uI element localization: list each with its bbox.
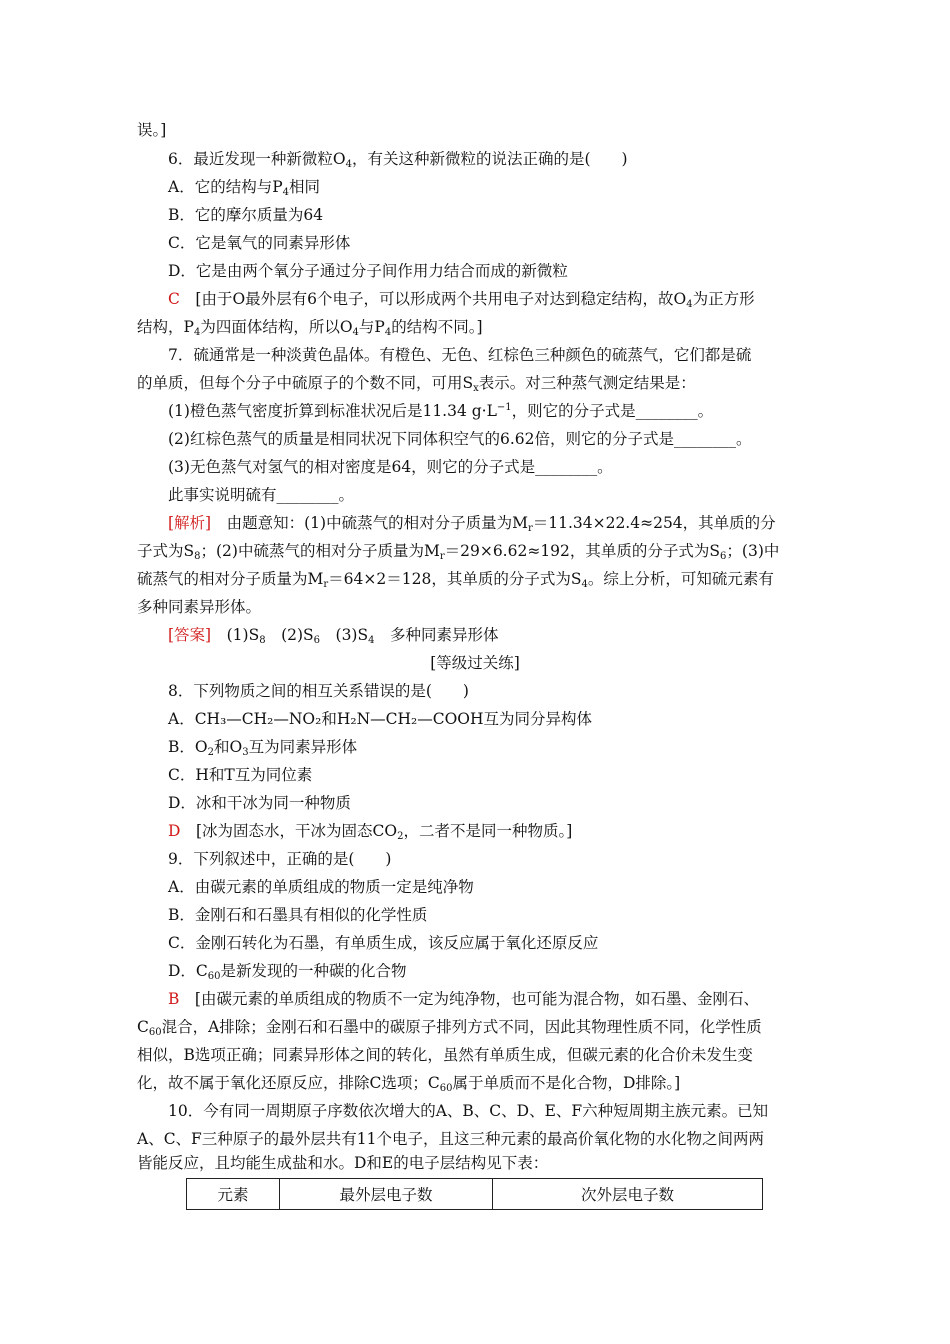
answer-explanation: $C_{60}$混合，A排除；金刚石和石墨中的碳原子排列方式不同，因此其物理性质不同，化学性质 xyxy=(137,1018,762,1038)
analysis: 硫蒸气的相对分子质量为$M_r=64\times 2=128$，其单质的分子式为$S_4$。综上分析，可知硫元素有 xyxy=(137,570,774,590)
section-heading: [等级过关练] xyxy=(430,654,520,672)
option-b: B．金刚石和石墨具有相似的化学性质 xyxy=(168,906,428,924)
question-10-stem: 皆能反应，且均能生成盐和水。D和E的电子层结构见下表： xyxy=(137,1154,549,1172)
analysis: 子式为$S_8$；(2)中硫蒸气的相对分子质量为$M_r=29\times 6.62\approx 192$，其单质的分子式为$S_6$；(3)中 xyxy=(137,542,780,562)
question-8-stem: 8．下列物质之间的相互关系错误的是( ) xyxy=(168,682,469,700)
option-c: C．H和T互为同位素 xyxy=(168,766,313,784)
option-a: A．由碳元素的单质组成的物质一定是纯净物 xyxy=(168,878,474,896)
table-header-row xyxy=(187,1179,763,1210)
question-7-part-2: (2)红棕色蒸气的质量是相同状况下同体积空气的6.62倍，则它的分子式是________。 xyxy=(168,430,752,448)
answer-explanation: C [由于O最外层有6个电子，可以形成两个共用电子对达到稳定结构，故$O_4$为正方形 xyxy=(168,290,755,310)
table-header-cell: 元素 xyxy=(187,1179,280,1210)
electron-table xyxy=(186,1178,763,1210)
option-d: D．它是由两个氧分子通过分子间作用力结合而成的新微粒 xyxy=(168,262,568,280)
question-7-part-1: (1)橙色蒸气密度折算到标准状况后是11.34 $g\cdot L^{-1}$，则它的分子式是________。 xyxy=(168,402,714,420)
question-10-stem: A、C、F三种原子的最外层共有11个电子，且这三种元素的最高价氧化物的水化物之间两两 xyxy=(137,1130,765,1148)
answer-explanation: B [由碳元素的单质组成的物质不一定为纯净物，也可能为混合物，如石墨、金刚石、 xyxy=(168,990,759,1008)
question-10-stem: 10．今有同一周期原子序数依次增大的A、B、C、D、E、F六种短周期主族元素。已知 xyxy=(168,1102,769,1120)
option-a: A．CH₃—CH₂—NO₂和H₂N—CH₂—COOH互为同分异构体 xyxy=(168,710,593,728)
question-7-part-3: (3)无色蒸气对氢气的相对密度是64，则它的分子式是________。 xyxy=(168,458,613,476)
answer-explanation: D [冰为固态水，干冰为固态$CO_2$，二者不是同一种物质。] xyxy=(168,822,573,842)
question-6-stem: 6．最近发现一种新微粒$O_4$，有关这种新微粒的说法正确的是( ) xyxy=(168,150,628,170)
question-7-part-4: 此事实说明硫有________。 xyxy=(168,486,355,504)
option-d: D．冰和干冰为同一种物质 xyxy=(168,794,351,812)
answer-letter: D xyxy=(168,822,181,840)
answer-letter: B xyxy=(168,990,180,1008)
table-header-cell: 最外层电子数 xyxy=(280,1179,493,1210)
answer-explanation: 相似，B选项正确；同素异形体之间的转化，虽然有单质生成，但碳元素的化合价未发生变 xyxy=(137,1046,753,1064)
option-b: B．$O_2$和$O_3$互为同素异形体 xyxy=(168,738,358,758)
question-7-stem: 的单质，但每个分子中硫原子的个数不同，可用$S_x$表示。对三种蒸气测定结果是： xyxy=(137,374,696,394)
answer: [答案] $(1)S_8$ $(2)S_6$ $(3)S_4$ 多种同素异形体 xyxy=(168,626,499,646)
question-9-stem: 9．下列叙述中，正确的是( ) xyxy=(168,850,392,868)
answer-letter: C xyxy=(168,290,180,308)
analysis: 多种同素异形体。 xyxy=(137,598,262,616)
table-header-cell: 次外层电子数 xyxy=(493,1179,763,1210)
answer-tag: [答案] xyxy=(168,626,212,644)
answer-explanation: 化，故不属于氧化还原反应，排除C选项；$C_{60}$属于单质而不是化合物，D排除。] xyxy=(137,1074,681,1094)
text-line: 误。] xyxy=(137,121,167,139)
answer-explanation: 结构，$P_4$为四面体结构，所以$O_4$与$P_4$的结构不同。] xyxy=(137,318,483,338)
option-a: A．它的结构与$P_4$相同 xyxy=(168,178,321,198)
analysis-tag: [解析] xyxy=(168,514,212,532)
option-c: C．它是氧气的同素异形体 xyxy=(168,234,351,252)
question-7-stem: 7．硫通常是一种淡黄色晶体。有橙色、无色、红棕色三种颜色的硫蒸气，它们都是硫 xyxy=(168,346,752,364)
option-c: C．金刚石转化为石墨，有单质生成，该反应属于氧化还原反应 xyxy=(168,934,599,952)
option-b: B．它的摩尔质量为64 xyxy=(168,206,324,224)
option-d: D．$C_{60}$是新发现的一种碳的化合物 xyxy=(168,962,407,982)
analysis: [解析] 由题意知：(1)中硫蒸气的相对分子质量为$M_r=11.34\times 22.4\approx 254$，其单质的分 xyxy=(168,514,776,534)
